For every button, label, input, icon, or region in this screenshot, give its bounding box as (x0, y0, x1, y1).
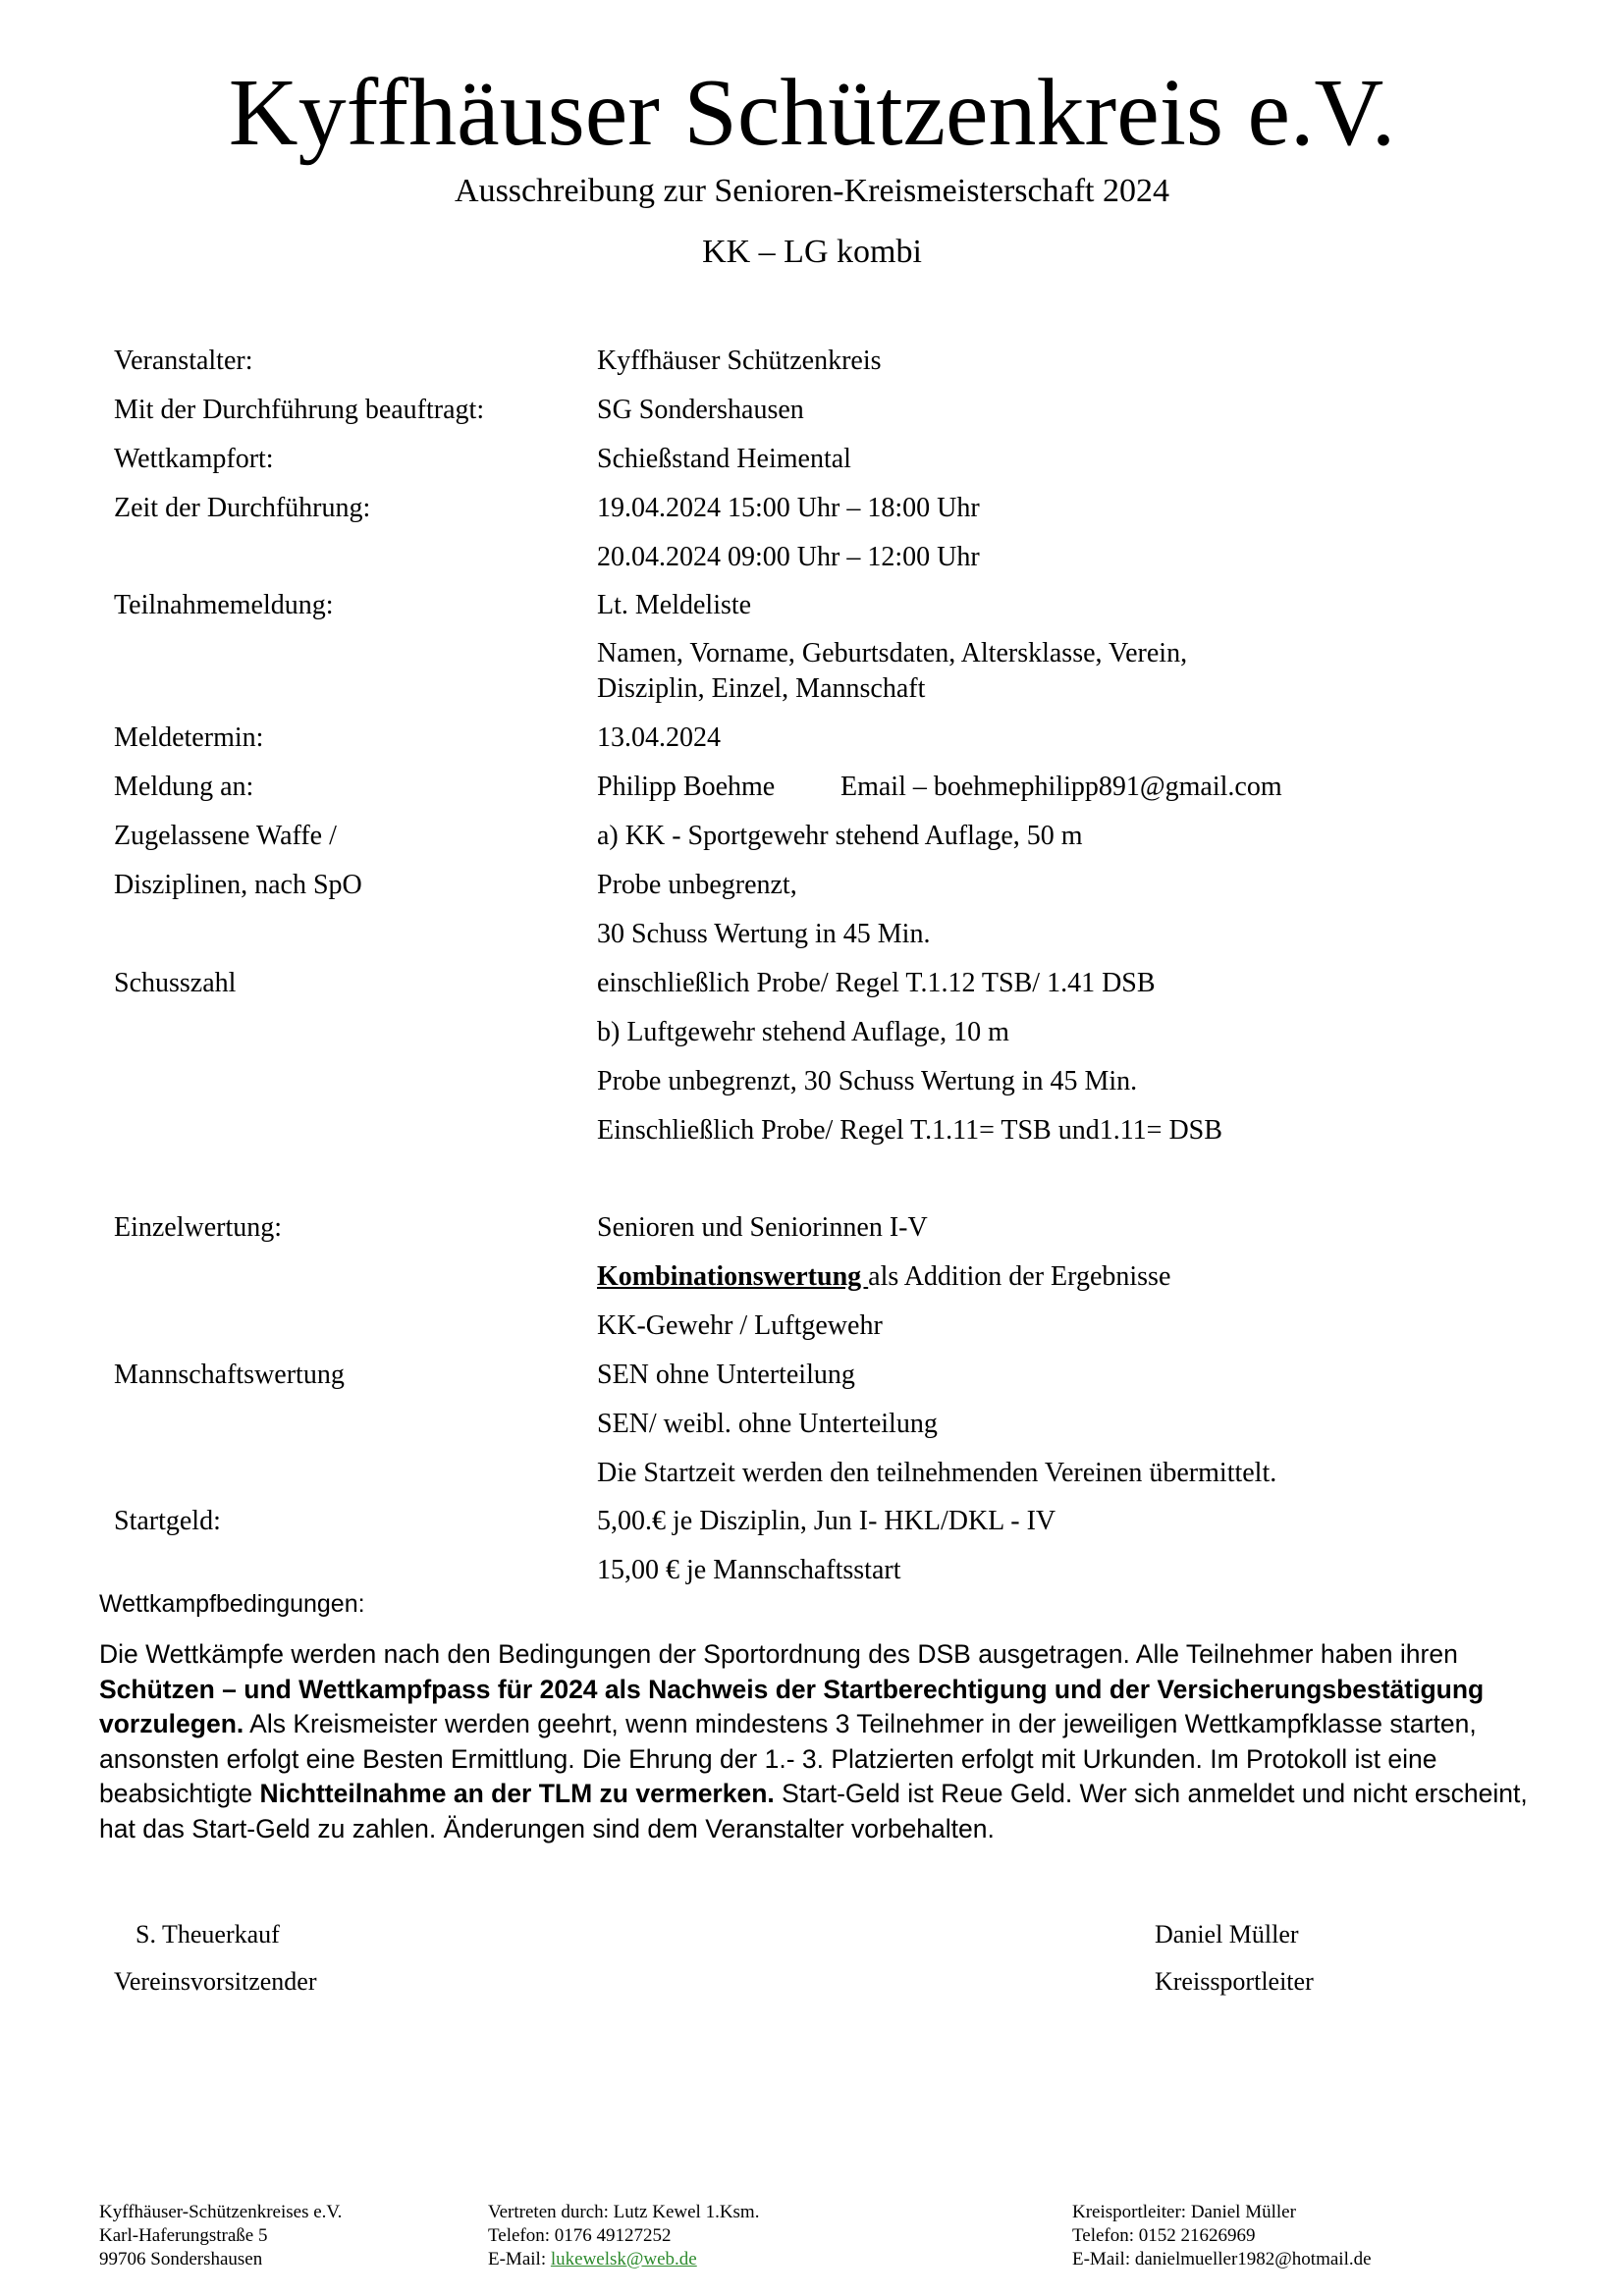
conditions-text: Die Wettkämpfe werden nach den Bedingungen der Sportordnung des DSB ausgetragen. Alle Teilnehmer haben ihren (99, 1639, 1458, 1669)
footer-sports-leader-email: E-Mail: danielmueller1982@hotmail.de (1072, 2249, 1372, 2269)
footer-association-street: Karl-Haferungstraße 5 (99, 2225, 268, 2246)
detail-value: Philipp Boehme (597, 772, 776, 802)
document-title: Kyffhäuser Schützenkreis e.V. (228, 60, 1396, 166)
detail-value: Probe unbegrenzt, 30 Schuss Wertung in 45 Min. (597, 1066, 1138, 1096)
detail-value: b) Luftgewehr stehend Auflage, 10 m (597, 1017, 1009, 1047)
detail-value: SEN ohne Unterteilung (597, 1360, 855, 1390)
detail-value: einschließlich Probe/ Regel T.1.12 TSB/ 1.41 DSB (597, 968, 1156, 998)
detail-label: Schusszahl (114, 968, 237, 998)
detail-value: Die Startzeit werden den teilnehmenden Vereinen übermittelt. (597, 1458, 1277, 1488)
detail-value: 30 Schuss Wertung in 45 Min. (597, 919, 931, 949)
detail-value: Namen, Vorname, Geburtsdaten, Altersklasse, Verein, (597, 638, 1188, 668)
detail-label: Veranstalter: (114, 346, 253, 376)
footer-sports-leader-name: Kreisportleiter: Daniel Müller (1072, 2202, 1296, 2222)
detail-label: Meldetermin: (114, 722, 264, 753)
signature-right-role: Kreissportleiter (1155, 1967, 1314, 1996)
conditions-bold-text: Schützen – und Wettkampfpass für 2024 als Nachweis der Startberechtigung und der Versicherungsbestätigung vorzulegen. (99, 1674, 1485, 1738)
detail-value: 20.04.2024 09:00 Uhr – 12:00 Uhr (597, 542, 980, 572)
detail-value: KK-Gewehr / Luftgewehr (597, 1310, 883, 1341)
footer-sports-leader (1072, 2201, 1372, 2271)
footer-representative-phone: Telefon: 0176 49127252 (488, 2225, 672, 2246)
detail-value: SEN/ weibl. ohne Unterteilung (597, 1409, 938, 1439)
signature-right-name: Daniel Müller (1155, 1920, 1299, 1949)
signature-left-role: Vereinsvorsitzender (114, 1967, 317, 1996)
signature-left-name: S. Theuerkauf (135, 1920, 280, 1949)
detail-value: a) KK - Sportgewehr stehend Auflage, 50 m (597, 821, 1083, 851)
footer-representative-name: Vertreten durch: Lutz Kewel 1.Ksm. (488, 2202, 760, 2222)
footer-association (99, 2201, 342, 2271)
detail-label: Startgeld: (114, 1506, 221, 1536)
footer-email-link[interactable]: lukewelsk@web.de (550, 2249, 697, 2269)
combination-scoring-label: Kombinationswertung (597, 1261, 869, 1292)
detail-value: 19.04.2024 15:00 Uhr – 18:00 Uhr (597, 493, 980, 523)
detail-value (597, 1259, 1540, 1295)
combination-scoring-text: als Addition der Ergebnisse (868, 1261, 1171, 1292)
detail-label: Meldung an: (114, 772, 254, 802)
conditions-bold-text: Nichtteilnahme an der TLM zu vermerken. (259, 1779, 775, 1808)
detail-value: Kyffhäuser Schützenkreis (597, 346, 882, 376)
conditions-paragraph (99, 1637, 1552, 1846)
detail-label: Mannschaftswertung (114, 1360, 345, 1390)
detail-label: Mit der Durchführung beauftragt: (114, 395, 485, 425)
detail-value: Lt. Meldeliste (597, 590, 752, 620)
detail-value: Probe unbegrenzt, (597, 870, 797, 900)
conditions-text: Start-Geld ist Reue Geld. Wer sich anmeldet und nicht erscheint, hat das Start-Geld zu zahlen. Änderungen sind dem Veranstalter vorbehalten. (99, 1779, 1528, 1843)
footer-email-prefix: E-Mail: (488, 2249, 551, 2269)
contact-email: Email – boehmephilipp891@gmail.com (840, 772, 1282, 802)
footer-association-name: Kyffhäuser-Schützenkreises e.V. (99, 2202, 343, 2222)
document-subtitle-discipline: KK – LG kombi (702, 234, 922, 270)
detail-label: Wettkampfort: (114, 444, 274, 474)
footer-representative (488, 2201, 759, 2271)
detail-label: Zugelassene Waffe / (114, 821, 337, 851)
conditions-text: Als Kreismeister werden geehrt, wenn mindestens 3 Teilnehmer in der jeweiligen Wettkampfklasse starten, ansonsten erfolgt eine Besten Ermittlung. Die Ehrung der 1.- 3. Platzierten erfolgt mit Urkunden. Im Protokoll ist eine beabsichtigte (99, 1709, 1477, 1808)
detail-label: Teilnahmemeldung: (114, 590, 334, 620)
detail-value: Senioren und Seniorinnen I-V (597, 1212, 928, 1243)
footer-sports-leader-phone: Telefon: 0152 21626969 (1072, 2225, 1256, 2246)
detail-value: SG Sondershausen (597, 395, 804, 425)
detail-value: Einschließlich Probe/ Regel T.1.11= TSB und1.11= DSB (597, 1115, 1222, 1146)
footer-association-city: 99706 Sondershausen (99, 2249, 263, 2269)
document-subtitle: Ausschreibung zur Senioren-Kreismeisterschaft 2024 (455, 173, 1169, 209)
detail-value: Disziplin, Einzel, Mannschaft (597, 673, 926, 704)
conditions-heading: Wettkampfbedingungen: (99, 1590, 365, 1618)
detail-label: Zeit der Durchführung: (114, 493, 371, 523)
footer-representative-email-line (488, 2248, 759, 2271)
detail-value: 13.04.2024 (597, 722, 721, 753)
detail-value: Schießstand Heimental (597, 444, 851, 474)
detail-label: Disziplinen, nach SpO (114, 870, 362, 900)
detail-value: 15,00 € je Mannschaftsstart (597, 1555, 901, 1585)
detail-value: 5,00.€ je Disziplin, Jun I- HKL/DKL - IV (597, 1506, 1056, 1536)
detail-label: Einzelwertung: (114, 1212, 283, 1243)
